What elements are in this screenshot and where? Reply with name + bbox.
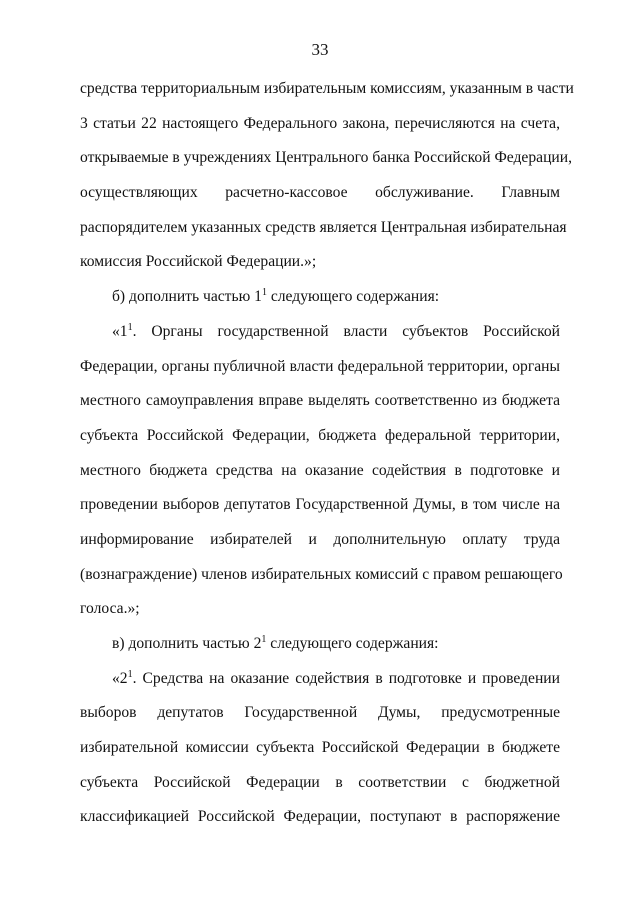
text-line: местного самоуправления вправе выделять соответственно из бюджета <box>80 392 560 410</box>
text-line: классификацией Российской Федерации, поступают в распоряжение <box>80 808 560 826</box>
text-fragment: «2 <box>112 669 128 687</box>
text-line <box>80 321 560 356</box>
text-fragment: следующего содержания: <box>266 288 440 306</box>
text-line <box>80 668 560 703</box>
text-line: субъекта Российской Федерации, бюджета федеральной территории, <box>80 426 560 444</box>
text-line: средства территориальным избирательным комиссиям, указанным в части <box>80 80 574 97</box>
document-body <box>80 78 574 841</box>
superscript: 1 <box>127 668 133 680</box>
text-line: голоса.»; <box>80 600 140 618</box>
text-fragment: . Органы государственной власти субъектов Российской <box>132 322 560 340</box>
text-fragment: б) дополнить частью 1 <box>112 288 262 306</box>
paragraph-b-heading <box>80 286 560 321</box>
text-line: комиссия Российской Федерации.»; <box>80 253 317 271</box>
text-line: распорядителем указанных средств является Центральная избирательная <box>80 218 567 236</box>
text-line: субъекта Российской Федерации в соответствии с бюджетной <box>80 773 560 791</box>
text-line: осуществляющих расчетно-кассовое обслуживание. Главным <box>80 184 560 202</box>
paragraph-v-heading <box>80 633 560 668</box>
text-line: информирование избирателей и дополнительную оплату труда <box>80 530 560 548</box>
text-line: местного бюджета средства на оказание содействия в подготовке и <box>80 461 560 479</box>
text-line: проведении выборов депутатов Государственной Думы, в том числе на <box>80 496 560 514</box>
superscript: 1 <box>127 321 133 333</box>
text-fragment: в) дополнить частью 2 <box>112 635 262 652</box>
text-fragment: «1 <box>112 322 128 340</box>
text-fragment: . Средства на оказание содействия в подготовке и проведении <box>132 669 560 687</box>
text-fragment: следующего содержания: <box>266 635 439 652</box>
text-line: избирательной комиссии субъекта Российской Федерации в бюджете <box>80 739 560 757</box>
superscript: 1 <box>261 634 267 645</box>
text-line: 3 статьи 22 настоящего Федерального закона, перечисляются на счета, <box>80 114 560 132</box>
text-line: Федерации, органы публичной власти федеральной территории, органы <box>80 357 560 375</box>
text-line: открываемые в учреждениях Центрального банка Российской Федерации, <box>80 149 573 167</box>
text-line: выборов депутатов Государственной Думы, предусмотренные <box>80 704 560 722</box>
page-number: 33 <box>311 40 329 59</box>
text-line: (вознаграждение) членов избирательных комиссий с правом решающего <box>80 565 563 583</box>
superscript: 1 <box>261 287 267 299</box>
